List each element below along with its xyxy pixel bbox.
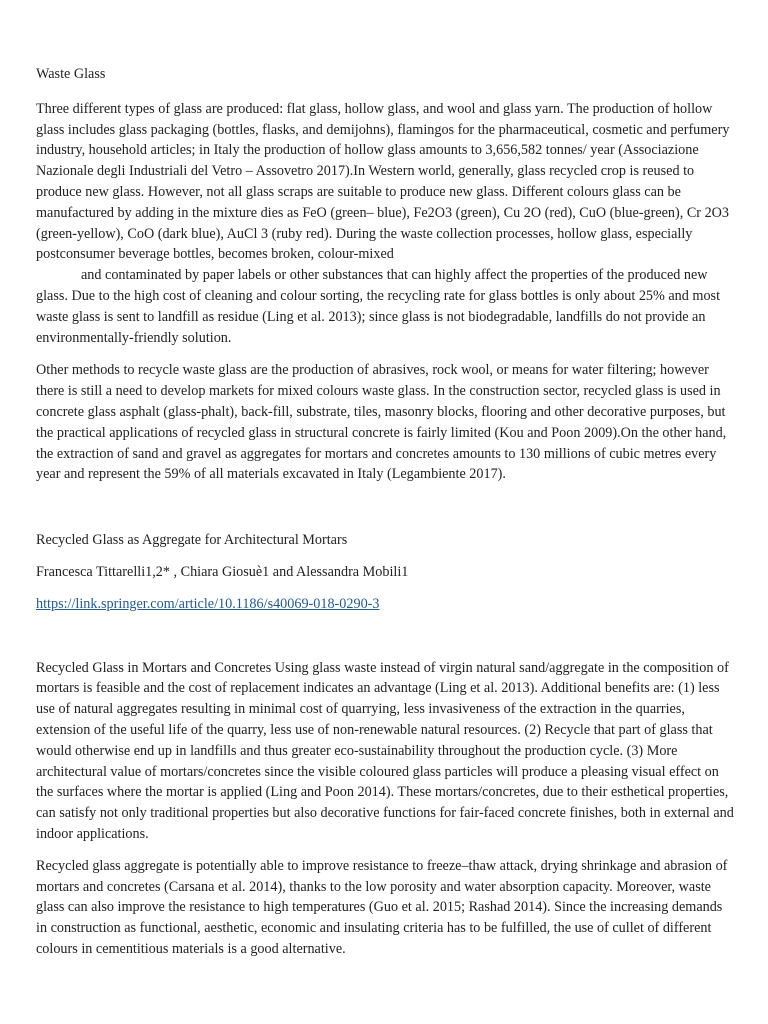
paragraph-waste-glass-part1: Three different types of glass are produced: flat glass, hollow glass, and wool and glass yarn. The production of hollow glass includes glass packaging (bottles, flasks, and demijohns), flamingos for the pharmaceutical, cosmetic and perfumery industry, household articles; in Italy the production of hollow glass amounts to 3,656,582 tonnes/ year (Associazione Nazionale degli Industriali del Vetro – Assovetro 2017).In Western world, generally, glass recycled crop is reused to produce new glass. However, not all glass scraps are suitable to produce new glass. Different colours glass can be manufactured by adding in the mixture dies as FeO (green– blue), Fe2O3 (green), Cu 2O (red), CuO (blue-green), Cr 2O3 (green-yellow), CoO (dark blue), AuCl 3 (ruby red). During the waste collection processes, hollow glass, especially postconsumer beverage bottles, becomes broken, colour-mixed [36,100,730,263]
article-link-line [36,594,734,615]
paragraph-aggregate-properties: Recycled glass aggregate is potentially able to improve resistance to freeze–thaw attack, drying shrinkage and abrasion of mortars and concretes (Carsana et al. 2014), thanks to the low porosity and water absorption capacity. Moreover, waste glass can also improve the resistance to high temperatures (Guo et al. 2015; Rashad 2014). Since the increasing demands in construction as functional, aesthetic, economic and insulating criteria has to be fulfilled, the use of cullet of different colours in cementitious materials is a good alternative. [36,857,728,957]
section-heading: Waste Glass [36,66,106,82]
paragraph-recycling-methods: Other methods to recycle waste glass are the production of abrasives, rock wool, or means for water filtering; however there is still a need to develop markets for mixed colours waste glass. In the construction sector, recycled glass is used in concrete glass asphalt (glass-phalt), back-fill, substrate, tiles, masonry blocks, flooring and other decorative purposes, but the practical applications of recycled glass in structural concrete is fairly limited (Kou and Poon 2009).On the other hand, the extraction of sand and gravel as aggregates for mortars and concretes amounts to 130 millions of cubic metres every year and represent the 59% of all materials excavated in Italy (Legambiente 2017). [36,362,727,483]
article-link[interactable]: https://link.springer.com/article/10.1186/s40069-018-0290-3 [36,595,380,612]
paragraph-mortars-concretes: Recycled Glass in Mortars and Concretes Using glass waste instead of virgin natural sand/aggregate in the composition of mortars is feasible and the cost of replacement indicates an advantage (Ling et al. 2013). Additional benefits are: (1) less use of natural aggregates resulting in minimal cost of quarrying, less invasiveness of the extraction in the quarries, extension of the useful life of the quarry, less use of non-renewable natural resources. (2) Recycle that part of glass that would otherwise end up in landfills and thus greater eco-sustainability throughout the production cycle. (3) More architectural value of mortars/concretes since the visible coloured glass particles will produce a pleasing visual effect on the surfaces where the mortar is applied (Ling and Poon 2014). These mortars/concretes, due to their esthetical properties, can satisfy not only traditional properties but also decorative functions for fair-faced concrete finishes, both in external and indoor applications. [36,659,734,842]
article-authors: Francesca Tittarelli1,2* , Chiara Giosuè1 and Alessandra Mobili1 [36,563,409,580]
article-title: Recycled Glass as Aggregate for Architectural Mortars [36,532,348,549]
paragraph-waste-glass-part2: and contaminated by paper labels or other substances that can highly affect the properties of the produced new glass. Due to the high cost of cleaning and colour sorting, the recycling rate for glass bottles is only about 25% and most waste glass is sent to landfill as residue (Ling et al. 2013); since glass is not biodegradable, landfills do not provide an environmentally-friendly solution. [36,267,721,346]
paragraph-waste-glass [36,99,734,349]
